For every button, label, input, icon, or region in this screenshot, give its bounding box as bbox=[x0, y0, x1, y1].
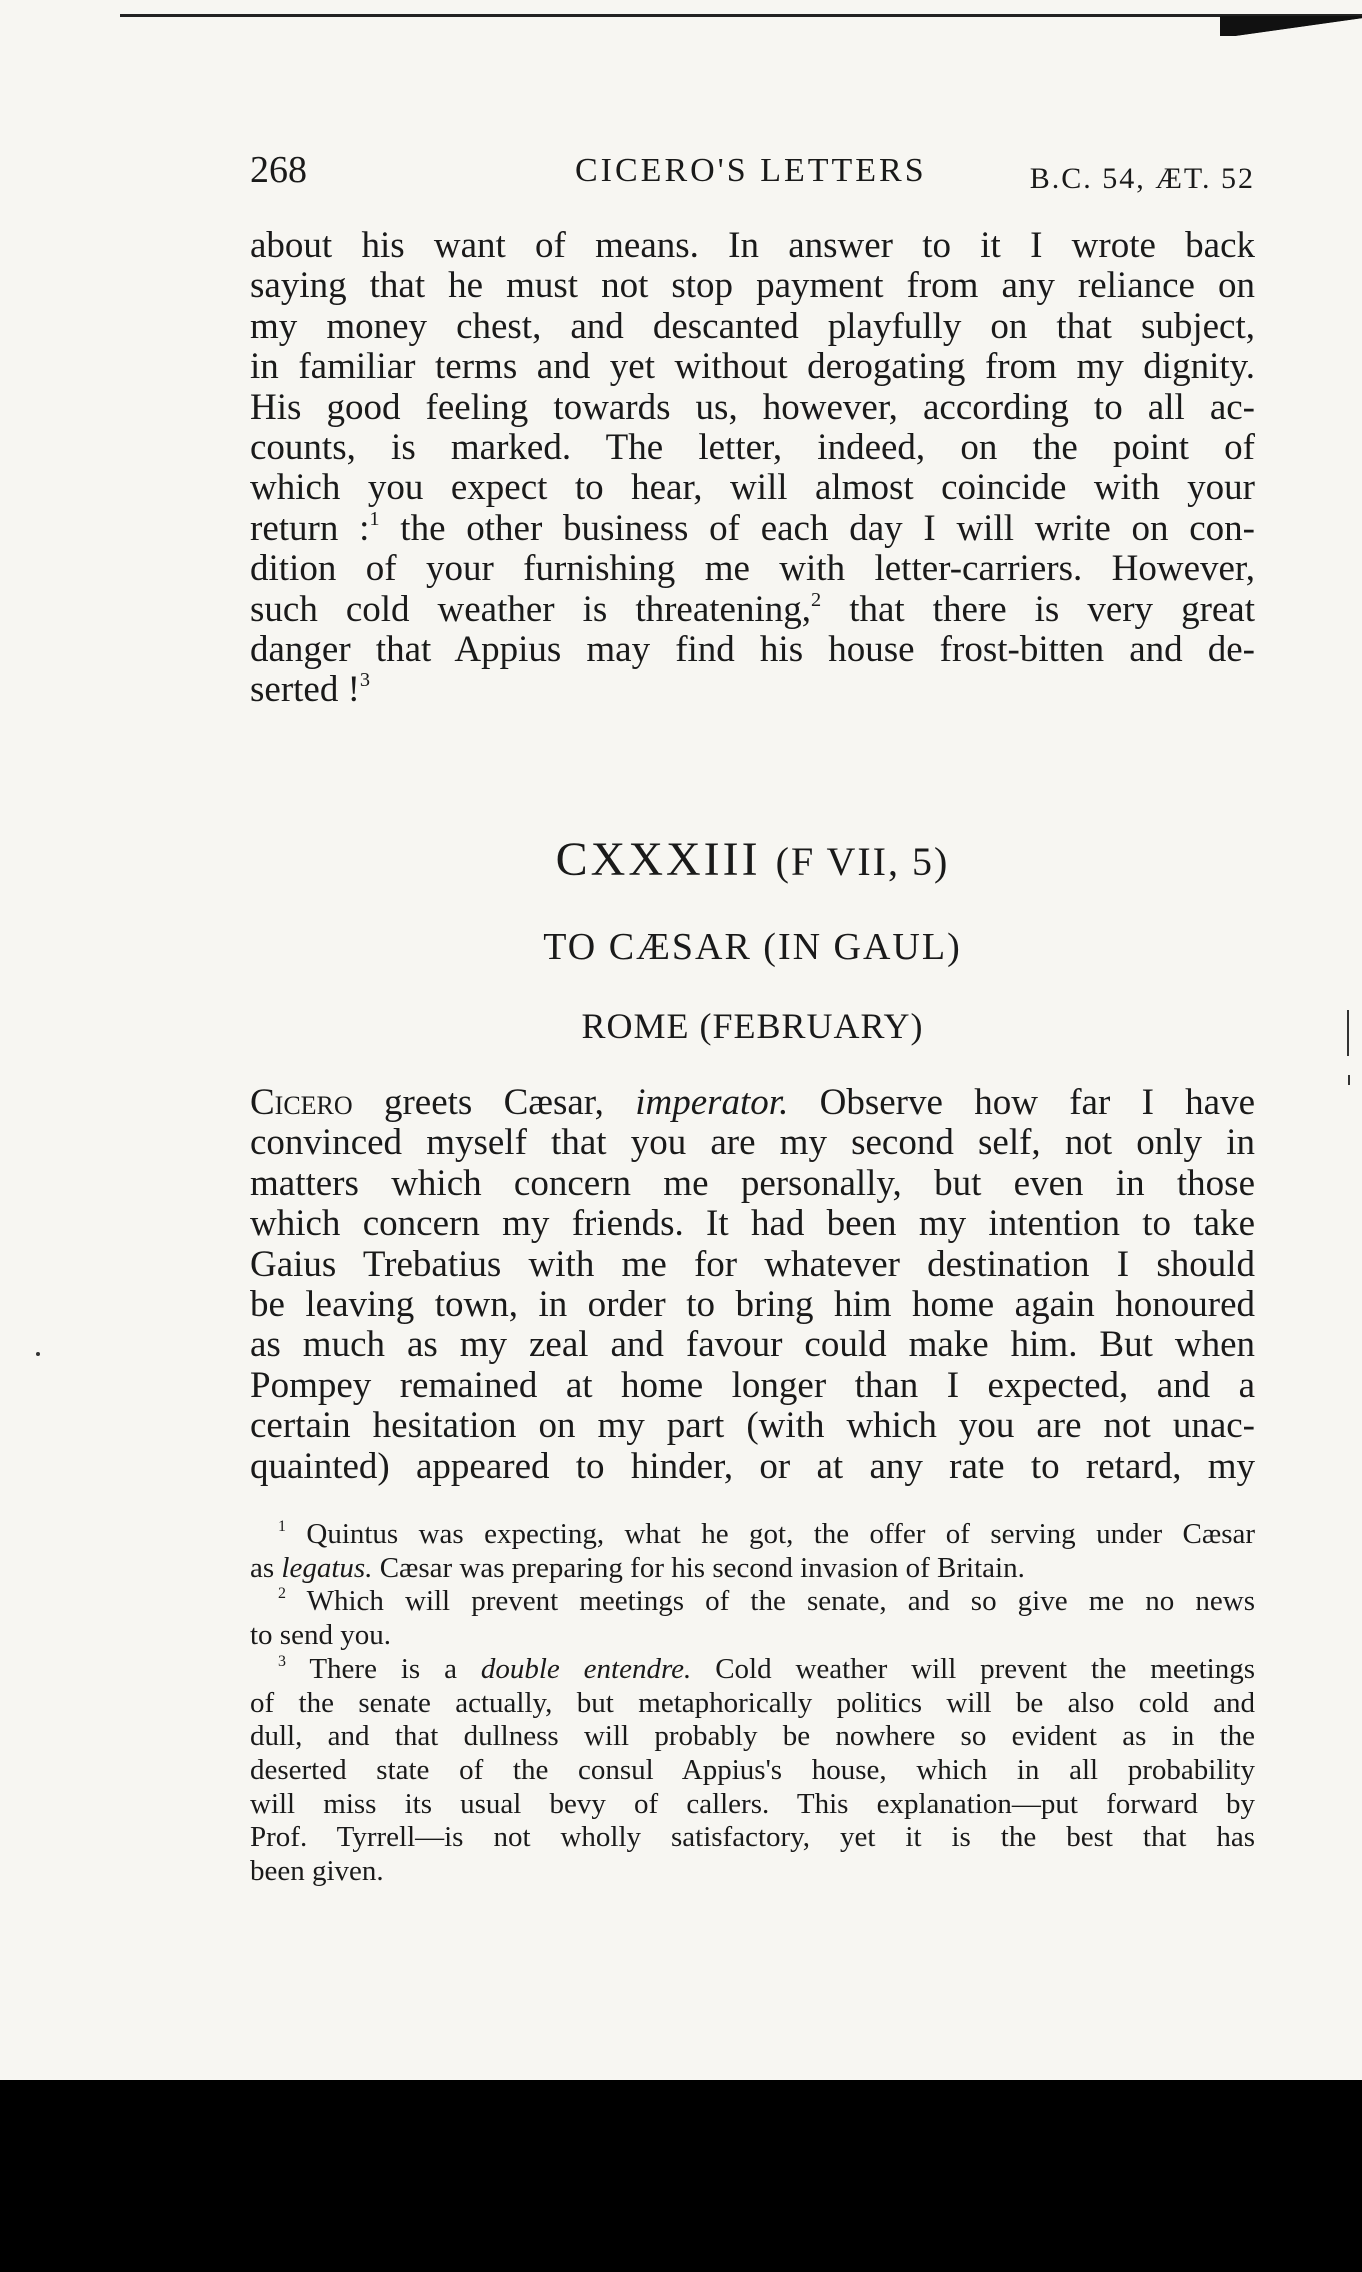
margin-mark bbox=[1348, 1075, 1350, 1085]
footnote-3-line: of the senate actually, but metaphorically politics will be also cold and bbox=[250, 1686, 1255, 1719]
scan-bottom-edge bbox=[0, 2080, 1362, 2272]
top-edge-rule bbox=[120, 14, 1362, 17]
text-line: certain hesitation on my part (with which you are not unac- bbox=[250, 1405, 1255, 1447]
footnote-2-line: to send you. bbox=[250, 1619, 391, 1652]
footnote-3-line: Prof. Tyrrell—is not wholly satisfactory, yet it is the best that has bbox=[250, 1821, 1255, 1854]
text-line: as much as my zeal and favour could make him. But when bbox=[250, 1324, 1255, 1366]
footnote-1-number: 1 bbox=[278, 1518, 286, 1536]
addressee-title: imperator. bbox=[635, 1082, 789, 1123]
text-line: Pompey remained at home longer than I expected, and a bbox=[250, 1364, 1255, 1406]
text-line: counts, is marked. The letter, indeed, on the point of bbox=[250, 427, 1255, 469]
text-line: Gaius Trebatius with me for whatever destination I should bbox=[250, 1243, 1255, 1285]
footnote-text: Quintus was expecting, what he got, the offer of serving under Cæsar bbox=[306, 1518, 1256, 1550]
running-title: CICERO'S LETTERS bbox=[575, 152, 927, 189]
running-header bbox=[250, 148, 1255, 198]
letter-reference: (F VII, 5) bbox=[775, 839, 950, 884]
letter-recipient: TO CÆSAR (IN GAUL) bbox=[543, 926, 962, 968]
text-line: matters which concern me personally, but even in those bbox=[250, 1162, 1255, 1204]
footnote-ref-3[interactable]: 3 bbox=[359, 669, 371, 692]
letter-body bbox=[250, 1083, 1255, 1487]
footnote-3-line: will miss its usual bevy of callers. This explanation—put forward by bbox=[250, 1787, 1255, 1820]
letter-number: CXXXIII bbox=[555, 833, 761, 886]
text-line: danger that Appius may find his house frost-bitten and de- bbox=[250, 629, 1255, 671]
continuation-paragraph bbox=[250, 226, 1255, 711]
footnote-3-line: deserted state of the consul Appius's house, which in all probability bbox=[250, 1753, 1255, 1786]
greeting: greets Cæsar, bbox=[383, 1082, 604, 1123]
sender-name: Cicero bbox=[250, 1082, 353, 1123]
text-line: saying that he must not stop payment from any reliance on bbox=[250, 265, 1255, 307]
footnote-3-line: dull, and that dullness will probably be nowhere so evident as in the bbox=[250, 1720, 1255, 1753]
running-date: B.C. 54, ÆT. 52 bbox=[1029, 162, 1255, 195]
margin-mark bbox=[1347, 1010, 1349, 1056]
letter-place-date: ROME (FEBRUARY) bbox=[581, 1006, 924, 1046]
footnote-3-line bbox=[250, 1653, 1255, 1687]
text-line: be leaving town, in order to bring him home again honoured bbox=[250, 1284, 1255, 1326]
text-line bbox=[250, 1083, 1255, 1123]
footnote-text: Cold weather will prevent the meetings bbox=[715, 1652, 1255, 1685]
footnote-term: legatus. bbox=[281, 1551, 373, 1584]
footnote-ref-1[interactable]: 1 bbox=[369, 507, 380, 530]
text-line bbox=[250, 670, 1255, 710]
top-edge-shadow bbox=[1220, 16, 1362, 36]
footnote-text: Cæsar was preparing for his second invasion of Britain. bbox=[379, 1551, 1025, 1584]
line-start: such cold weather is threatening, bbox=[250, 588, 811, 630]
footnote-term: double entendre. bbox=[480, 1652, 692, 1685]
line-rest: Observe how far I have bbox=[819, 1082, 1256, 1123]
footnote-3-line: been given. bbox=[250, 1855, 384, 1888]
text-line: His good feeling towards us, however, according to all ac- bbox=[250, 386, 1255, 428]
text-line: which concern my friends. It had been my intention to take bbox=[250, 1203, 1255, 1245]
letter-number-heading bbox=[250, 832, 1255, 887]
text-line: dition of your furnishing me with letter-carriers. However, bbox=[250, 548, 1255, 590]
line-rest: the other business of each day I will write on con- bbox=[400, 507, 1256, 549]
page-number: 268 bbox=[250, 149, 307, 191]
footnote-ref-2[interactable]: 2 bbox=[811, 588, 822, 611]
footnote-2-number: 2 bbox=[278, 1585, 286, 1603]
footnote-text: There is a bbox=[309, 1652, 457, 1685]
text-line bbox=[250, 590, 1255, 630]
footnotes bbox=[250, 1518, 1255, 1889]
footnote-3-number: 3 bbox=[278, 1652, 286, 1670]
text-line: convinced myself that you are my second self, not only in bbox=[250, 1122, 1255, 1164]
footnote-2-line bbox=[250, 1585, 1255, 1619]
line-start: serted ! bbox=[250, 669, 360, 711]
text-line: which you expect to hear, will almost coincide with your bbox=[250, 467, 1255, 509]
footnote-1-line bbox=[250, 1552, 1255, 1586]
text-line bbox=[250, 509, 1255, 549]
text-line: quainted) appeared to hinder, or at any rate to retard, my bbox=[250, 1445, 1255, 1487]
text-line: in familiar terms and yet without derogating from my dignity. bbox=[250, 346, 1255, 388]
footnote-text: as bbox=[250, 1551, 275, 1584]
return-word: return : bbox=[250, 507, 370, 549]
text-line: my money chest, and descanted playfully on that subject, bbox=[250, 305, 1255, 347]
line-rest: that there is very great bbox=[849, 588, 1256, 630]
text-line: about his want of means. In answer to it I wrote back bbox=[250, 225, 1255, 266]
margin-mark bbox=[36, 1352, 40, 1356]
footnote-1-line bbox=[250, 1518, 1255, 1552]
footnote-text: Which will prevent meetings of the senate, and so give me no news bbox=[306, 1585, 1256, 1618]
